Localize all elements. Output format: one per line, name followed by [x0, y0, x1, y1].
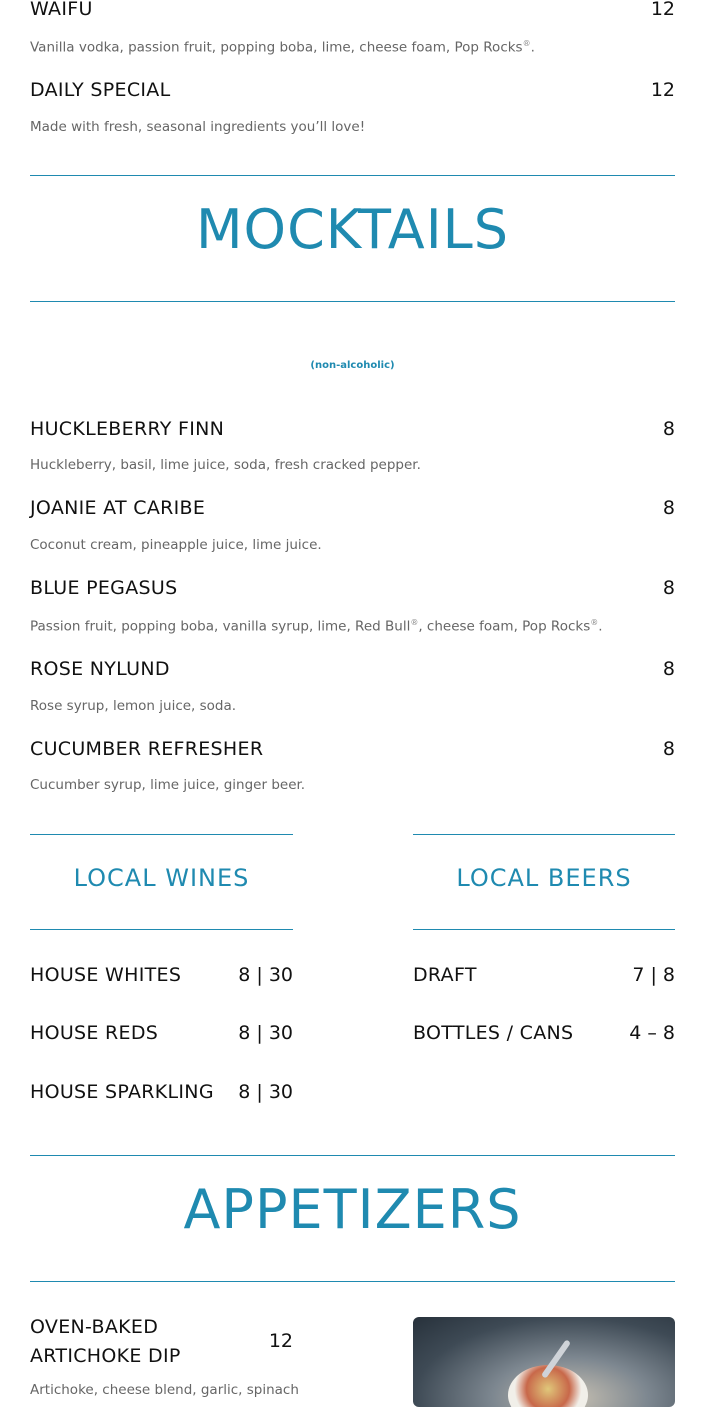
- item-name-blue-pegasus: BLUE PEGASUS: [30, 577, 178, 599]
- desc-text: Vanilla vodka, passion fruit, popping boba, lime, cheese foam, Pop Rocks: [30, 39, 523, 56]
- registered-mark: ®: [410, 618, 419, 627]
- registered-mark: ®: [590, 618, 599, 627]
- section-title-mocktails: MOCKTAILS: [195, 198, 510, 261]
- divider-rule: [30, 175, 675, 176]
- item-name-house-whites: HOUSE WHITES: [30, 964, 182, 986]
- item-desc-blue-pegasus: [30, 618, 603, 635]
- desc-suffix: .: [530, 39, 535, 56]
- item-name-joanie-at-caribe: JOANIE AT CARIBE: [30, 497, 206, 519]
- item-name-artichoke-dip-line2: ARTICHOKE DIP: [30, 1345, 181, 1367]
- item-name-rose-nylund: ROSE NYLUND: [30, 658, 170, 680]
- divider-rule: [413, 834, 675, 835]
- divider-rule: [30, 1155, 675, 1156]
- item-price-bottles-cans: 4 – 8: [629, 1022, 675, 1044]
- desc-suffix: .: [598, 618, 603, 635]
- desc-text: Passion fruit, popping boba, vanilla syrup, lime, Red Bull: [30, 618, 411, 635]
- item-desc-waifu: [30, 39, 535, 56]
- item-desc-joanie-at-caribe: Coconut cream, pineapple juice, lime juice.: [30, 537, 322, 553]
- divider-rule: [30, 301, 675, 302]
- item-price-joanie-at-caribe: 8: [662, 497, 675, 519]
- item-name-huckleberry-finn: HUCKLEBERRY FINN: [30, 418, 225, 440]
- desc-text: , cheese foam, Pop Rocks: [418, 618, 591, 635]
- item-desc-cucumber-refresher: Cucumber syrup, lime juice, ginger beer.: [30, 777, 306, 793]
- item-price-house-whites: 8 | 30: [238, 964, 293, 986]
- item-price-huckleberry-finn: 8: [662, 418, 675, 440]
- item-name-waifu: WAIFU: [30, 0, 93, 20]
- divider-rule: [30, 929, 293, 930]
- non-alcoholic-note: (non-alcoholic): [310, 360, 395, 371]
- item-name-house-sparkling: HOUSE SPARKLING: [30, 1081, 214, 1103]
- section-title-appetizers: APPETIZERS: [183, 1178, 522, 1241]
- item-name-bottles-cans: BOTTLES / CANS: [413, 1022, 574, 1044]
- item-price-artichoke-dip: 12: [268, 1330, 293, 1352]
- artichoke-dip-photo: [413, 1317, 675, 1407]
- item-price-blue-pegasus: 8: [662, 577, 675, 599]
- item-price-house-reds: 8 | 30: [238, 1022, 293, 1044]
- item-desc-rose-nylund: Rose syrup, lemon juice, soda.: [30, 698, 237, 714]
- item-name-draft: DRAFT: [413, 964, 477, 986]
- item-price-daily-special: 12: [650, 79, 675, 101]
- item-name-artichoke-dip-line1: OVEN-BAKED: [30, 1316, 159, 1338]
- item-price-cucumber-refresher: 8: [662, 738, 675, 760]
- item-desc-huckleberry-finn: Huckleberry, basil, lime juice, soda, fresh cracked pepper.: [30, 457, 421, 473]
- item-name-house-reds: HOUSE REDS: [30, 1022, 159, 1044]
- divider-rule: [30, 1281, 675, 1282]
- section-title-local-wines: LOCAL WINES: [73, 864, 250, 892]
- divider-rule: [413, 929, 675, 930]
- section-title-local-beers: LOCAL BEERS: [456, 864, 632, 892]
- item-desc-daily-special: Made with fresh, seasonal ingredients you’ll love!: [30, 119, 366, 135]
- item-price-draft: 7 | 8: [632, 964, 675, 986]
- registered-mark: ®: [522, 39, 531, 48]
- item-name-daily-special: DAILY SPECIAL: [30, 79, 171, 101]
- item-desc-artichoke-dip: Artichoke, cheese blend, garlic, spinach: [30, 1382, 299, 1398]
- item-name-cucumber-refresher: CUCUMBER REFRESHER: [30, 738, 264, 760]
- divider-rule: [30, 834, 293, 835]
- item-price-house-sparkling: 8 | 30: [238, 1081, 293, 1103]
- item-price-waifu: 12: [650, 0, 675, 20]
- item-price-rose-nylund: 8: [662, 658, 675, 680]
